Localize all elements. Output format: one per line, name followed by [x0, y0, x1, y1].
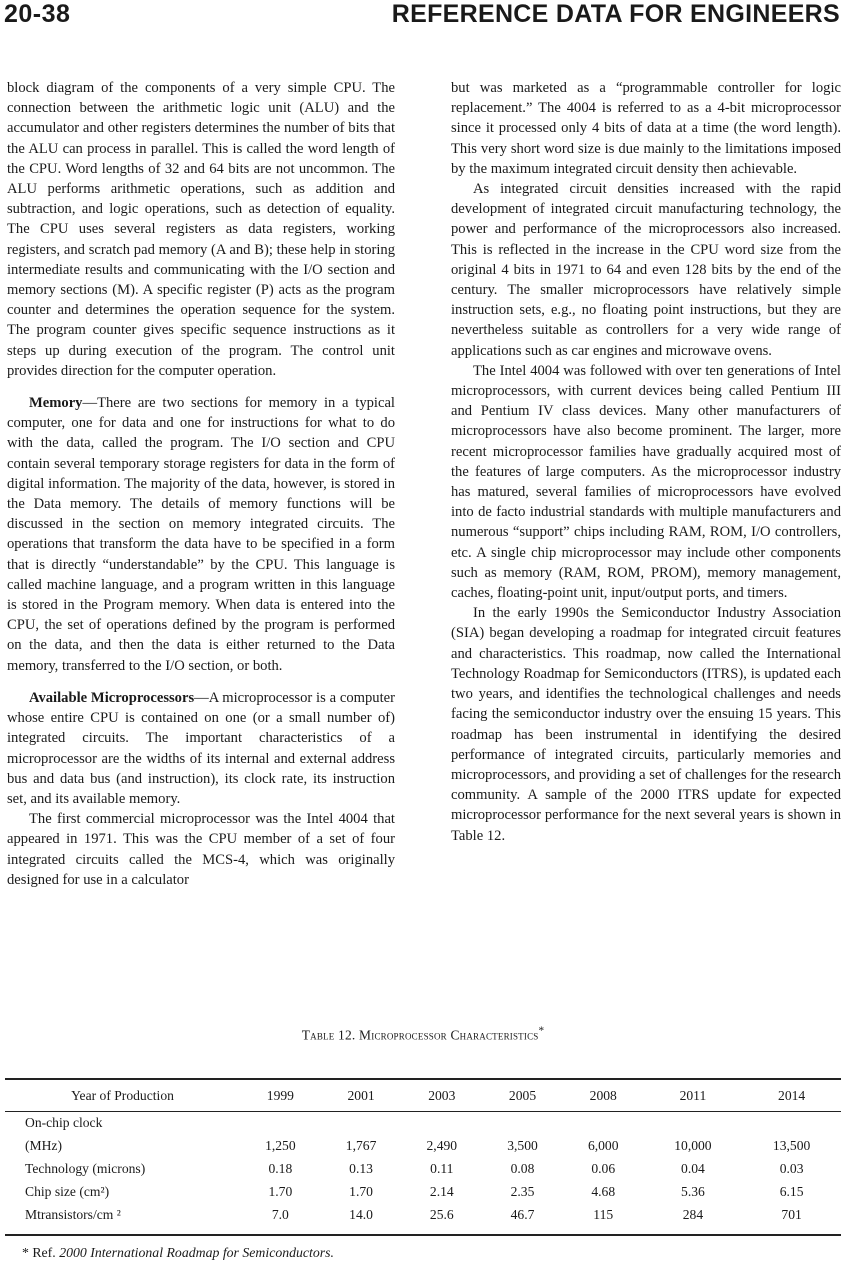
table-caption [0, 1025, 846, 1044]
footnote-source: 2000 International Roadmap for Semiconductors. [59, 1245, 334, 1260]
table-row [5, 1134, 841, 1157]
table-cell: 1,250 [265, 1137, 296, 1153]
left-paragraph-1: block diagram of the components of a very simple CPU. The connection between the arithmetic logic unit (ALU) and the accumulator and other registers determines the number of bits that the ALU can process in parallel. This is called the word length of the CPU. Word lengths of 32 and 64 bits are not uncommon. The ALU performs arithmetic operations, such as addition and subtraction, and logic operations, such as detection of equality. The CPU uses several registers as data registers, working registers, and scratch pad memory (A and B); these help in storing intermediate results and communicating with the I/O section and memory sections (M). A specific register (P) acts as the program counter and determines the operation sequence for the system. The program counter gives specific sequence instructions as it steps up during execution of the program. The control unit provides direction for the computer operation. [7, 80, 395, 379]
row-label: Chip size (cm²) [25, 1183, 110, 1199]
right-paragraph-4: In the early 1990s the Semiconductor Industry Association (SIA) began developing a roadmap for integrated circuit features and characteristics. This roadmap, now called the International Technology Roadmap for Semiconductors (ITRS), is updated each two years, and identifies the technological challenges and needs facing the semiconductor industry over the ensuing 15 years. This roadmap has been instrumental in identifying the desired performance of integrated circuits, particularly memories and microprocessors, and providing a set of challenges for the research community. A sample of the 2000 ITRS update for expected microprocessor performance for the next several years is shown in Table 12. [451, 605, 841, 844]
memory-paragraph [7, 393, 395, 676]
table-row [5, 1111, 841, 1134]
table-bottom-rule [5, 1234, 841, 1236]
footnote-mark: * [22, 1245, 29, 1260]
table-cell: 1,767 [345, 1137, 377, 1153]
table-cell: 0.04 [681, 1160, 705, 1176]
table-cell: 3,500 [507, 1137, 538, 1153]
table-cell: 1.70 [268, 1183, 293, 1199]
table-row [5, 1203, 841, 1226]
column-header: 2008 [589, 1088, 617, 1103]
right-column [451, 78, 841, 846]
column-header: 2001 [347, 1088, 375, 1103]
left-column [7, 78, 395, 890]
table-cell: 14.0 [349, 1206, 373, 1222]
left-paragraph-4: The first commercial microprocessor was the Intel 4004 that appeared in 1971. This was the CPU member of a set of four integrated circuits called the MCS-4, which was originally designed for use in a calculator [7, 811, 395, 888]
table-cell: 4.68 [591, 1183, 616, 1199]
table-cell: 0.13 [349, 1160, 373, 1176]
table-cell [482, 1111, 563, 1134]
table-cell: 6,000 [587, 1137, 619, 1153]
table-cell: 7.0 [271, 1206, 289, 1222]
table-cell: 10,000 [674, 1137, 712, 1153]
column-header: 1999 [266, 1088, 294, 1103]
page-number: 20-38 [4, 0, 71, 28]
memory-body: —There are two sections for memory in a typical computer, one for data and one for instructions for what to do with the data, called the program. The I/O section and CPU contain several temporary storage registers for data in the form of digital information. The majority of the data, however, is stored in the Data memory. The details of memory functions will be discussed in the section on memory integrated circuits. The operations that transform the data have to be specified in a form that is directly “understandable” by the CPU. This language is called machine language, and a program written in this language is stored in the Program memory. When data is entered into the CPU, the set of operations defined by the program is performed on the data, and then the data is either returned to the Data memory, transferred to the I/O section, or both. [7, 395, 395, 674]
table-cell: 1.70 [349, 1183, 373, 1199]
column-header: 2011 [679, 1088, 707, 1103]
table-row [5, 1180, 841, 1203]
table-cell [321, 1111, 402, 1134]
right-paragraph-2: As integrated circuit densities increased with the rapid development of integrated circuit manufacturing technology, the power and performance of the microprocessors also increased. This is reflected in the increase in the CPU word size from the original 4 bits in 1971 to 64 and even 128 bits by the end of the century. The smaller microprocessors have relatively simple instruction sets, e.g., no floating point instructions, but they are nevertheless suitable as controllers for a very wide range of applications such as car engines and microwave ovens. [451, 181, 841, 359]
table-cell: 284 [682, 1206, 704, 1222]
table-row [5, 1157, 841, 1180]
table-cell: 25.6 [429, 1206, 454, 1222]
table-cell [401, 1111, 482, 1134]
table-cell: 0.11 [430, 1160, 454, 1176]
microprocessors-paragraph [7, 688, 395, 809]
table-cell [644, 1111, 743, 1134]
table-cell: 0.08 [510, 1160, 535, 1176]
row-label: (MHz) [25, 1137, 62, 1153]
table-cell: 13,500 [772, 1137, 811, 1153]
table-cell [563, 1111, 644, 1134]
table-cell: 701 [781, 1206, 802, 1222]
right-paragraph-3: The Intel 4004 was followed with over ten generations of Intel microprocessors, with current devices being called Pentium III and Pentium IV class devices. Many other manufacturers of microprocessors have also become prominent. The larger, more recent microprocessor families have gradually acquired most of the features of large computers. As the microprocessor industry has matured, several families of microprocessors have evolved into de facto industrial standards with multiple manufacturers and numerous “support” chips including RAM, ROM, I/O controllers, etc. A single chip microprocessor may include other components such as memory (RAM, ROM, PROM), memory management, caches, floating-point unit, input/output ports, and timers. [451, 362, 841, 602]
column-header: Year of Production [71, 1088, 174, 1103]
table-caption-text: Table 12. Microprocessor Characteristics [301, 1027, 539, 1043]
column-header: 2005 [508, 1088, 537, 1103]
table-caption-mark: * [538, 1025, 545, 1037]
table-top-rule [5, 1078, 841, 1080]
table-cell: 5.36 [681, 1183, 705, 1199]
column-header: 2003 [428, 1088, 456, 1103]
page-header [0, 0, 846, 40]
table-cell: 0.03 [779, 1160, 804, 1176]
table-cell: 46.7 [510, 1206, 535, 1222]
table-header-row [5, 1081, 841, 1111]
row-label: Mtransistors/cm ² [25, 1206, 121, 1222]
table-cell: 2.35 [510, 1183, 535, 1199]
table-cell [742, 1111, 841, 1134]
column-header: 2014 [778, 1088, 806, 1103]
table-cell: 115 [593, 1206, 614, 1222]
footnote-prefix: Ref. [32, 1245, 56, 1260]
table-cell: 2,490 [426, 1137, 458, 1153]
table-cell [240, 1111, 321, 1134]
table-cell: 2.14 [429, 1183, 454, 1199]
running-title: REFERENCE DATA FOR ENGINEERS [391, 0, 840, 28]
table-cell: 0.06 [591, 1160, 616, 1176]
table-footnote [22, 1245, 334, 1261]
microprocessors-heading: Available Microprocessors [29, 689, 195, 706]
table-cell: 0.18 [268, 1160, 293, 1176]
right-paragraph-1: but was marketed as a “programmable controller for logic replacement.” The 4004 is referred to as a 4-bit microprocessor since it processed only 4 bits of data at a time (the word length). This very short word size is due mainly to the limitations imposed by the maximum integrated circuit density then achievable. [451, 80, 841, 177]
microprocessors-body: —A microprocessor is a computer whose entire CPU is contained on one (or a small number of) integrated circuits. The important characteristics of a microprocessor are the widths of its internal and external address bus and data bus (and instruction), its clock rate, its instruction set, and its available memory. [7, 689, 395, 807]
memory-heading: Memory [29, 395, 83, 412]
row-label: On-chip clock [25, 1114, 103, 1130]
table-cell: 6.15 [779, 1183, 804, 1199]
row-label: Technology (microns) [25, 1160, 146, 1176]
microprocessor-table [5, 1081, 841, 1226]
